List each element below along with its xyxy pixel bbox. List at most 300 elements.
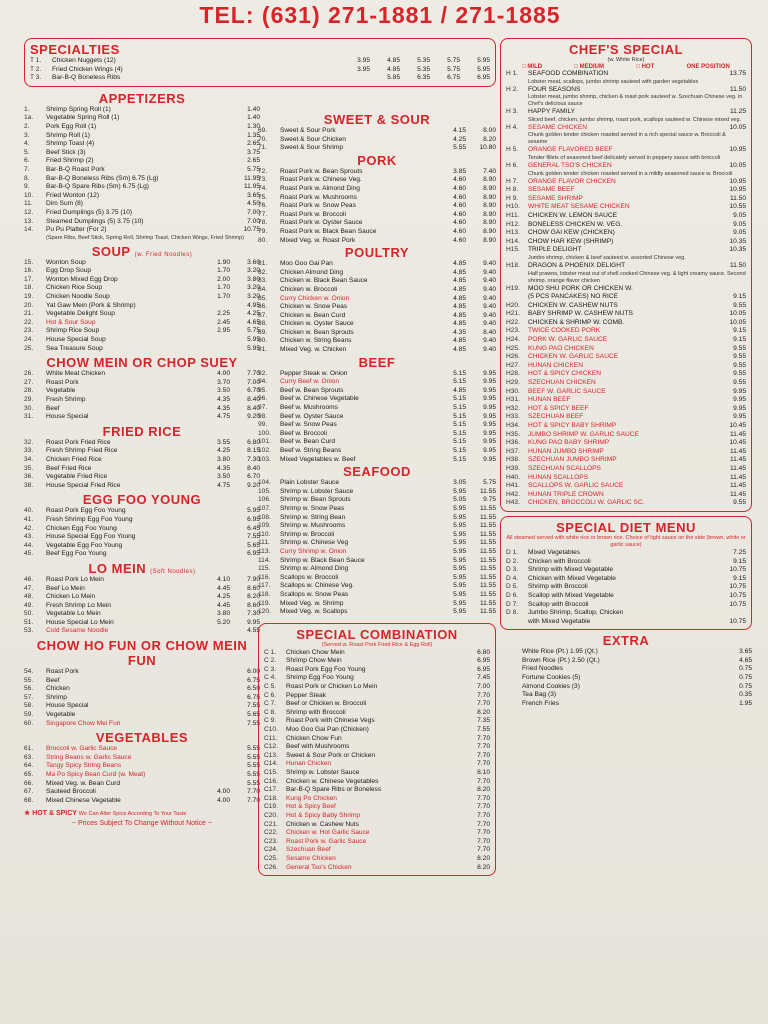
item-number: H36. [506,439,520,447]
item-price: 10.95 [729,186,746,194]
item-number: 50. [24,610,34,618]
item-price: 9.95 [247,618,260,626]
item-number: H28. [506,370,520,378]
item-name: Roast Pork or Chicken Lo Mein [286,683,378,691]
specialties-box [24,38,496,87]
menu-item-row [24,387,260,396]
item-number: 102. [258,447,271,454]
item-name: Mixed Vegetables [528,548,581,556]
item-name: Chicken Noodle Soup [46,293,110,301]
menu-item-row [264,821,490,830]
item-name: CHICKEN W. LEMON SAUCE [528,211,618,219]
item-price: 4.85 [453,294,466,302]
menu-item-row [24,259,260,268]
menu-item-row [24,192,260,201]
item-price: 9.95 [483,455,496,463]
item-price: 11.55 [479,582,496,590]
item-price: 3.65 [247,191,260,199]
item-number: 98. [258,412,268,420]
item-price: 5.55 [247,779,260,787]
item-number: C25. [264,854,278,862]
item-price: 4.35 [217,404,230,412]
item-number: 48. [24,593,34,601]
item-name: Vegetable Egg Foo Young [46,541,123,549]
item-price: 5.95 [247,344,260,352]
item-price: 5.55 [247,771,260,778]
item-price: 5.15 [453,438,466,446]
sweetsour-list [258,127,496,153]
item-price: 4.10 [217,575,230,583]
menu-item-row [258,430,496,439]
item-price: 11.45 [729,447,746,455]
item-name: KUNG PAO CHICKEN [528,344,594,352]
item-price: 11.55 [479,599,496,607]
item-number: 91. [258,346,268,354]
item-price: 4.60 [453,176,466,184]
menu-item-row [506,601,746,610]
menu-item-row [506,327,746,336]
item-price: 9.05 [733,220,746,228]
pupu-note: (Spare Ribs, Beef Stick, Spring Roll, Shrimp Toast, Chicken Wings, Fried Shrimp) [46,234,244,241]
item-name: Beef w. Oyster Sauce [280,412,344,420]
item-name: Mixed Veg. w. Roast Pork [280,236,356,244]
item-price: 5.15 [453,429,466,437]
extra-title: EXTRA [602,633,650,649]
item-name: BABY SHRIMP W. CASHEW NUTS [528,310,633,318]
item-number: 115. [258,565,271,573]
item-number: C23. [264,837,278,845]
menu-item-row [24,396,260,405]
item-number: C17. [264,786,278,794]
hot-spicy-note: ★ HOT & SPICY We Can Alter Spice According To Your Taste [24,810,187,818]
item-price: 9.15 [733,327,746,335]
item-price: 8.90 [483,184,496,192]
item-price: 11.45 [729,464,746,472]
item-price: 2.65 [247,157,260,165]
item-price: 11.95 [243,183,260,191]
menu-item-row [264,726,490,735]
menu-item-row [258,237,496,246]
item-number: 103. [258,455,271,463]
menu-item-row [24,226,260,235]
menu-item-row [506,336,746,345]
item-number: C 2. [264,657,277,665]
menu-item-row [258,286,496,295]
menu-item-row [506,482,746,491]
seafood-list [258,479,496,617]
menu-item-row [506,124,746,133]
item-price: 8.20 [477,708,490,716]
item-name: House Special Fried Rice [46,481,121,489]
menu-item-row [506,162,746,171]
item-name: Egg Drop Soup [46,267,92,275]
item-name: Moo Goo Gai Pan (Chicken) [286,726,369,734]
item-name: Plain Lobster Sauce [280,479,340,487]
item-number: 107. [258,504,271,512]
menu-item-row [500,657,752,666]
item-number: 38. [24,481,34,489]
menu-item-row [258,522,496,531]
menu-item-row [24,585,260,594]
item-price: 8.90 [483,219,496,227]
menu-item-row [24,473,260,482]
item-number: 10. [24,191,34,199]
item-name: Fried Wonton (12) [46,191,100,199]
item-name: Chicken Rice Soup [46,284,103,292]
item-name: Beef [46,404,60,412]
item-number: 69. [258,127,268,134]
item-name: SCALLOPS W. GARLIC SAUCE [528,482,624,490]
item-price: 5.95 [477,65,490,73]
item-number: 51. [24,618,34,626]
item-price: 5.15 [453,421,466,429]
combination-box [258,623,496,876]
menu-item-row [258,413,496,422]
item-number: 11. [24,200,33,208]
menu-item-row [24,482,260,491]
menu-item-row [258,329,496,338]
menu-item-row [24,711,260,720]
item-name: Chicken Egg Foo Young [46,524,117,532]
menu-item-row [24,550,260,559]
item-price: 9.20 [247,413,260,421]
menu-item-row [500,683,752,692]
item-price: 1.35 [247,131,260,139]
item-name: Vegetable Lo Mein [46,610,101,618]
item-name: Jumbo Shrimp, Scallop, Chicken [528,609,624,617]
item-name: Sweet & Sour Shrimp [280,144,344,152]
item-name: Roast Pork Egg Foo Young [286,665,366,673]
item-number: 3. [24,131,30,139]
menu-item-row [264,786,490,795]
item-price: 7.70 [477,751,490,759]
item-name: HUNAN CHICKEN [528,361,583,369]
item-number: 119. [258,599,271,607]
item-name: TRIPLE DELIGHT [528,246,582,254]
menu-item-row [258,438,496,447]
menu-item-row [258,269,496,278]
item-price: 7.70 [247,788,260,796]
item-price: 9.40 [483,260,496,268]
item-name: Pork Egg Roll (1) [46,122,97,130]
item-number: 116. [258,573,271,581]
item-number: 5. [24,148,30,156]
extra-list [500,648,752,708]
item-number: C 1. [264,648,277,656]
menu-item-row [506,370,746,379]
item-number: 79. [258,227,268,235]
item-price: 9.95 [733,387,746,395]
chowfun-list [24,668,260,728]
beef-title: BEEF [358,354,396,370]
item-number: C14. [264,760,278,768]
item-name: Roast Pork w. Bean Sprouts [280,167,363,175]
menu-item-row [24,106,260,115]
menu-item-row [506,310,746,319]
vegetables-list [24,745,260,805]
menu-item-row [258,168,496,177]
item-price: 6.95 [247,515,260,523]
menu-item-row [264,795,490,804]
item-number: C12. [264,743,278,751]
item-price: 4.65 [247,318,260,326]
item-number: H18. [506,261,520,269]
item-price: 4.85 [453,311,466,319]
item-price: 8.90 [483,227,496,235]
item-name: Beef w. Snow Peas [280,421,337,429]
item-price: 11.50 [729,261,746,269]
item-number: H 6. [506,161,519,169]
item-price: 11.55 [479,487,496,495]
item-number: 28. [24,387,34,395]
item-number: 90. [258,337,268,345]
menu-item-row [506,388,746,397]
item-name: Szechuan Beef [286,846,331,854]
menu-item-row [24,788,260,797]
item-price: 9.95 [483,378,496,386]
menu-item-row [24,218,260,227]
item-number: H39. [506,464,520,472]
item-price: 9.40 [483,337,496,345]
item-number: H20. [506,301,520,309]
item-price: 10.55 [729,203,746,211]
item-name: Shrimp Spring Roll (1) [46,105,111,113]
item-price: 9.95 [733,404,746,412]
menu-item-row [24,379,260,388]
item-price: 2.65 [247,140,260,148]
item-name: Shrimp w. Black Bean Sauce [280,556,365,564]
menu-item-row [258,136,496,145]
item-name: Mixed Veg. w. Bean Curd [46,779,121,787]
menu-item-row [506,439,746,448]
item-number: T 1. [30,57,42,64]
item-name: TWICE COOKED PORK [528,327,601,335]
item-price: 8.00 [483,127,496,134]
menu-item-row [264,717,490,726]
menu-item-row [506,566,746,575]
item-name: HOT & SPICY BEEF [528,404,589,412]
item-name: Shrimp Roll (1) [46,131,90,139]
item-name: White Rice (Pt.) 1.95 (Qt.) [522,648,598,656]
menu-item-row [24,132,260,141]
item-number: C16. [264,777,278,785]
spice-hot[interactable]: □ HOT [636,64,655,70]
item-price: 10.35 [729,237,746,245]
item-price: 10.75 [729,583,746,591]
menu-item-row [258,277,496,286]
item-name: Shrimp w. Chinese Veg [280,539,349,547]
item-price: 5.55 [247,753,260,761]
item-number: 58. [24,702,34,710]
menu-item-row [500,674,752,683]
menu-item-row [258,295,496,304]
item-price: 9.95 [483,421,496,429]
item-price: 10.05 [729,318,746,326]
item-number: 66. [24,779,34,787]
item-price: 5.15 [453,369,466,377]
item-name: Beef w. Bean Sprouts [280,386,344,394]
item-number: 65. [24,771,34,778]
item-name: Beef w. Bean Curd [280,438,335,446]
item-name: Bar-B-Q Boneless Ribs (Sm) 6.75 (Lg) [46,174,159,182]
item-price: 7.35 [477,717,490,725]
item-price: 3.55 [217,438,230,446]
item-price: 9.55 [733,353,746,361]
item-price: 5.95 [453,590,466,598]
item-price: 10.75 [729,566,746,574]
item-name: FOUR SEASONS [528,85,581,93]
item-number: 4. [24,140,30,148]
item-price: 11.45 [729,482,746,490]
item-number: 57. [24,693,34,701]
item-price: 5.95 [453,504,466,512]
item-price: 9.75 [483,496,496,504]
item-price: 4.00 [217,370,230,378]
item-price: 7.70 [247,370,260,378]
item-name: Broccoli w. Garlic Sauce [46,745,118,753]
item-name: House Special Lo Mein [46,618,114,626]
menu-item-row [30,57,490,66]
item-price: 9.95 [483,447,496,454]
menu-item-row [258,144,496,153]
item-price: 8.20 [477,854,490,862]
item-price: 10.45 [729,422,746,429]
menu-item-row [258,194,496,203]
item-price: 5.75 [483,479,496,487]
item-number: 80. [258,236,268,244]
item-name: Bar-B-Q Spare Ribs or Boneless [286,786,382,794]
chowfun-title: CHOW HO FUN OR CHOW MEIN FUN [36,638,248,669]
item-number: 46. [24,575,34,583]
item-price: 2.00 [217,275,230,283]
item-number: 17. [24,275,34,283]
item-price: 11.55 [479,504,496,512]
item-number: 94. [258,378,268,386]
item-name: Fresh Shrimp Lo Mein [46,601,111,609]
menu-item-row [24,345,260,354]
item-price: 7.70 [477,794,490,802]
item-number: H25. [506,344,520,352]
item-number: 33. [24,447,34,455]
chowmein-title: CHOW MEIN OR CHOP SUEY [46,355,238,371]
item-price: 4.95 [247,301,260,309]
item-price: 5.95 [453,547,466,555]
item-name: Chicken Chow Fun [286,734,342,742]
item-price: 6.70 [247,473,260,481]
item-price: 8.40 [247,464,260,472]
item-name: Chicken w. Broccoli [280,285,338,293]
menu-item-row [264,692,490,701]
item-price: 9.20 [247,481,260,489]
spice-medium[interactable]: □ MEDIUM [574,64,604,70]
item-name: Hot & Spicy Baby Shrimp [286,811,361,819]
friedrice-title: FRIED RICE [102,423,182,439]
item-number: D 6. [506,591,519,599]
menu-item-row [24,593,260,602]
menu-item-row [506,178,746,187]
eggfoo-title: EGG FOO YOUNG [82,492,202,508]
item-price: 7.00 [247,217,260,225]
item-number: 40. [24,507,34,515]
item-number: 104. [258,479,271,487]
item-price: 9.55 [733,344,746,352]
item-name: Shrimp with Mixed Vegetable [528,566,614,574]
item-price: 4.25 [217,593,230,601]
menu-item-row [506,221,746,230]
item-name: Shrimp with Broccoli [528,583,588,591]
item-name: Mixed Veg. w. Chicken [280,346,347,354]
menu-item-row [506,146,746,155]
item-price: 8.15 [247,447,260,455]
item-number: 47. [24,584,34,592]
item-number: C21. [264,820,278,828]
item-price: 4.85 [453,386,466,394]
item-number: 113. [258,547,271,555]
menu-item-row [258,211,496,220]
item-price: 4.60 [453,236,466,244]
item-name: Kung Po Chicken [286,794,337,802]
menu-item-row [264,769,490,778]
item-number: 87. [258,311,268,319]
item-number: 16. [24,267,34,275]
item-price: 10.75 [729,617,746,625]
item-price: 3.80 [217,610,230,618]
item-name: Pu Pu Platter (For 2) [46,226,107,234]
item-price: 5.35 [417,57,430,64]
item-price: 7.55 [247,533,260,541]
item-price: 7.70 [477,743,490,751]
spice-mild[interactable]: □ MILD [522,64,543,70]
item-price: 7.70 [477,691,490,699]
item-name: Shrimp w. Lobster Sauce [286,769,360,776]
item-number: D 7. [506,600,519,608]
item-number: 18. [24,284,34,292]
item-name: Chicken Chow Mein [286,648,345,656]
item-name: Mixed Veg. w. Scallops [280,608,348,616]
item-number: 14. [24,226,34,234]
item-number: 8. [24,174,30,182]
item-name: Mixed Vegetables w. Beef [280,455,356,463]
item-name: Beef w. Chinese Vegetable [280,395,359,403]
item-price: 2.45 [217,318,230,326]
menu-item-row [258,514,496,523]
item-price: 5.95 [453,487,466,495]
item-price: 7.55 [247,719,260,727]
soup-list [24,259,260,354]
item-name: French Fries [522,699,560,707]
item-number: H30. [506,387,520,395]
item-number: 99. [258,421,268,429]
item-price: 11.50 [729,194,746,202]
item-price: 7.90 [247,575,260,583]
menu-item-row [258,479,496,488]
item-number: 54. [24,668,34,676]
item-price: 1.70 [217,267,230,275]
item-price: 8.20 [477,786,490,794]
menu-item-row [264,743,490,752]
item-note: Chunk golden tender chicken roasted served in a mildly seasoned sauce w. Broccoli [528,170,733,177]
menu-item-row [264,829,490,838]
menu-item-row [264,855,490,864]
item-number: C 4. [264,674,277,682]
diet-sub: All steamed served with white rice or brown rice. Choice of light sauce on the side (brown, white or garlic sauce) [506,534,746,548]
item-price: 7.40 [483,167,496,175]
item-name: SZECHUAN CHICKEN [528,379,596,387]
item-number: 75. [258,193,268,201]
item-price: 10.75 [729,600,746,608]
item-price: 4.25 [247,310,260,318]
menu-item-row [24,465,260,474]
